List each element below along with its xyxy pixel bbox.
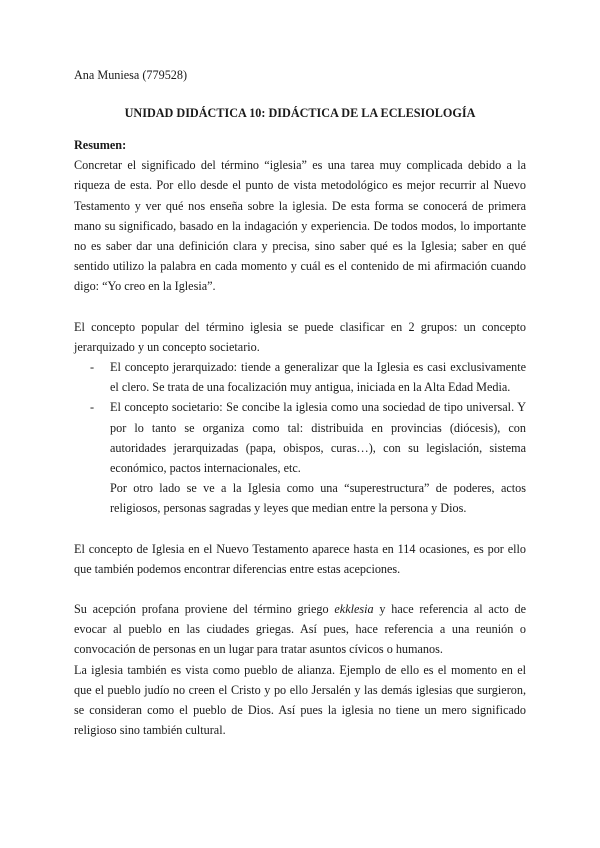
concept-intro-paragraph: El concepto popular del término iglesia se puede clasificar en 2 grupos: un concepto jerarquizado y un concepto societario.: [74, 319, 526, 354]
profane-text-before: Su acepción profana proviene del término griego: [74, 602, 335, 617]
list-item-text: El concepto jerarquizado: tiende a generalizar que la Iglesia es casi exclusivamente el clero. Se trata de una focalización muy antigua, iniciada en la Alta Edad Media.: [110, 360, 526, 395]
list-item: [74, 357, 526, 397]
summary-paragraph: Concretar el significado del término “iglesia” es una tarea muy complicada debido a la riqueza de esta. Por ello desde el punto de vista metodológico es mejor recurrir al Nuevo Testamento y ver qué nos enseña sobre la iglesia. De esta forma se conocerá de primera mano su significado, basado en la indagación y experiencia. De todos modos, lo importante no es saber dar una definición clara y precisa, sino saber qué es la Iglesia; saber en qué sentido utilizo la palabra en cada momento y cuál es el contenido de mi afirmación cuando digo: “Yo creo en la Iglesia”.: [74, 158, 526, 294]
concept-list: [74, 357, 526, 478]
nt-paragraph: El concepto de Iglesia en el Nuevo Testamento aparece hasta en 114 ocasiones, es por ello que también podemos encontrar diferencias entre estas acepciones.: [74, 541, 526, 576]
document-body: [74, 135, 526, 740]
list-item-text: El concepto societario: Se concibe la iglesia como una sociedad de tipo universal. Y por lo tanto se organiza como tal: distribuida en provincias (diócesis), con autoridades jerarquizadas (papa, obispos, curas…), con su legislación, sistema económico, pactos internacionales, etc.: [110, 400, 526, 476]
document-title: UNIDAD DIDÁCTICA 10: DIDÁCTICA DE LA ECLESIOLOGÍA: [124, 106, 476, 120]
summary-label: Resumen:: [74, 138, 127, 152]
profane-text-after: y hace referencia al acto de evocar al pueblo en las ciudades griegas. Así pues, hace referencia a una reunión o convocación de personas en un lugar para tratar asuntos cívicos o humanos.: [74, 602, 527, 657]
author-line: Ana Muniesa (779528): [74, 68, 188, 82]
ekklesia-term: ekklesia: [334, 602, 374, 617]
bullet-dash: -: [90, 400, 95, 415]
profane-paragraph: [74, 599, 526, 660]
alliance-paragraph: La iglesia también es vista como pueblo de alianza. Ejemplo de ello es el momento en el que el pueblo judío no creen el Cristo y po ello Jersalén y las demás iglesias que surgieron, se consideran como el pueblo de Dios. Así pues la iglesia no tiene un mero significado religioso sino también cultural.: [74, 662, 526, 738]
list-item: [74, 397, 526, 478]
list-continuation-paragraph: Por otro lado se ve a la Iglesia como una “superestructura” de poderes, actos religiosos, personas sagradas y leyes que median entre la persona y Dios.: [110, 481, 526, 516]
bullet-dash: -: [90, 360, 95, 375]
